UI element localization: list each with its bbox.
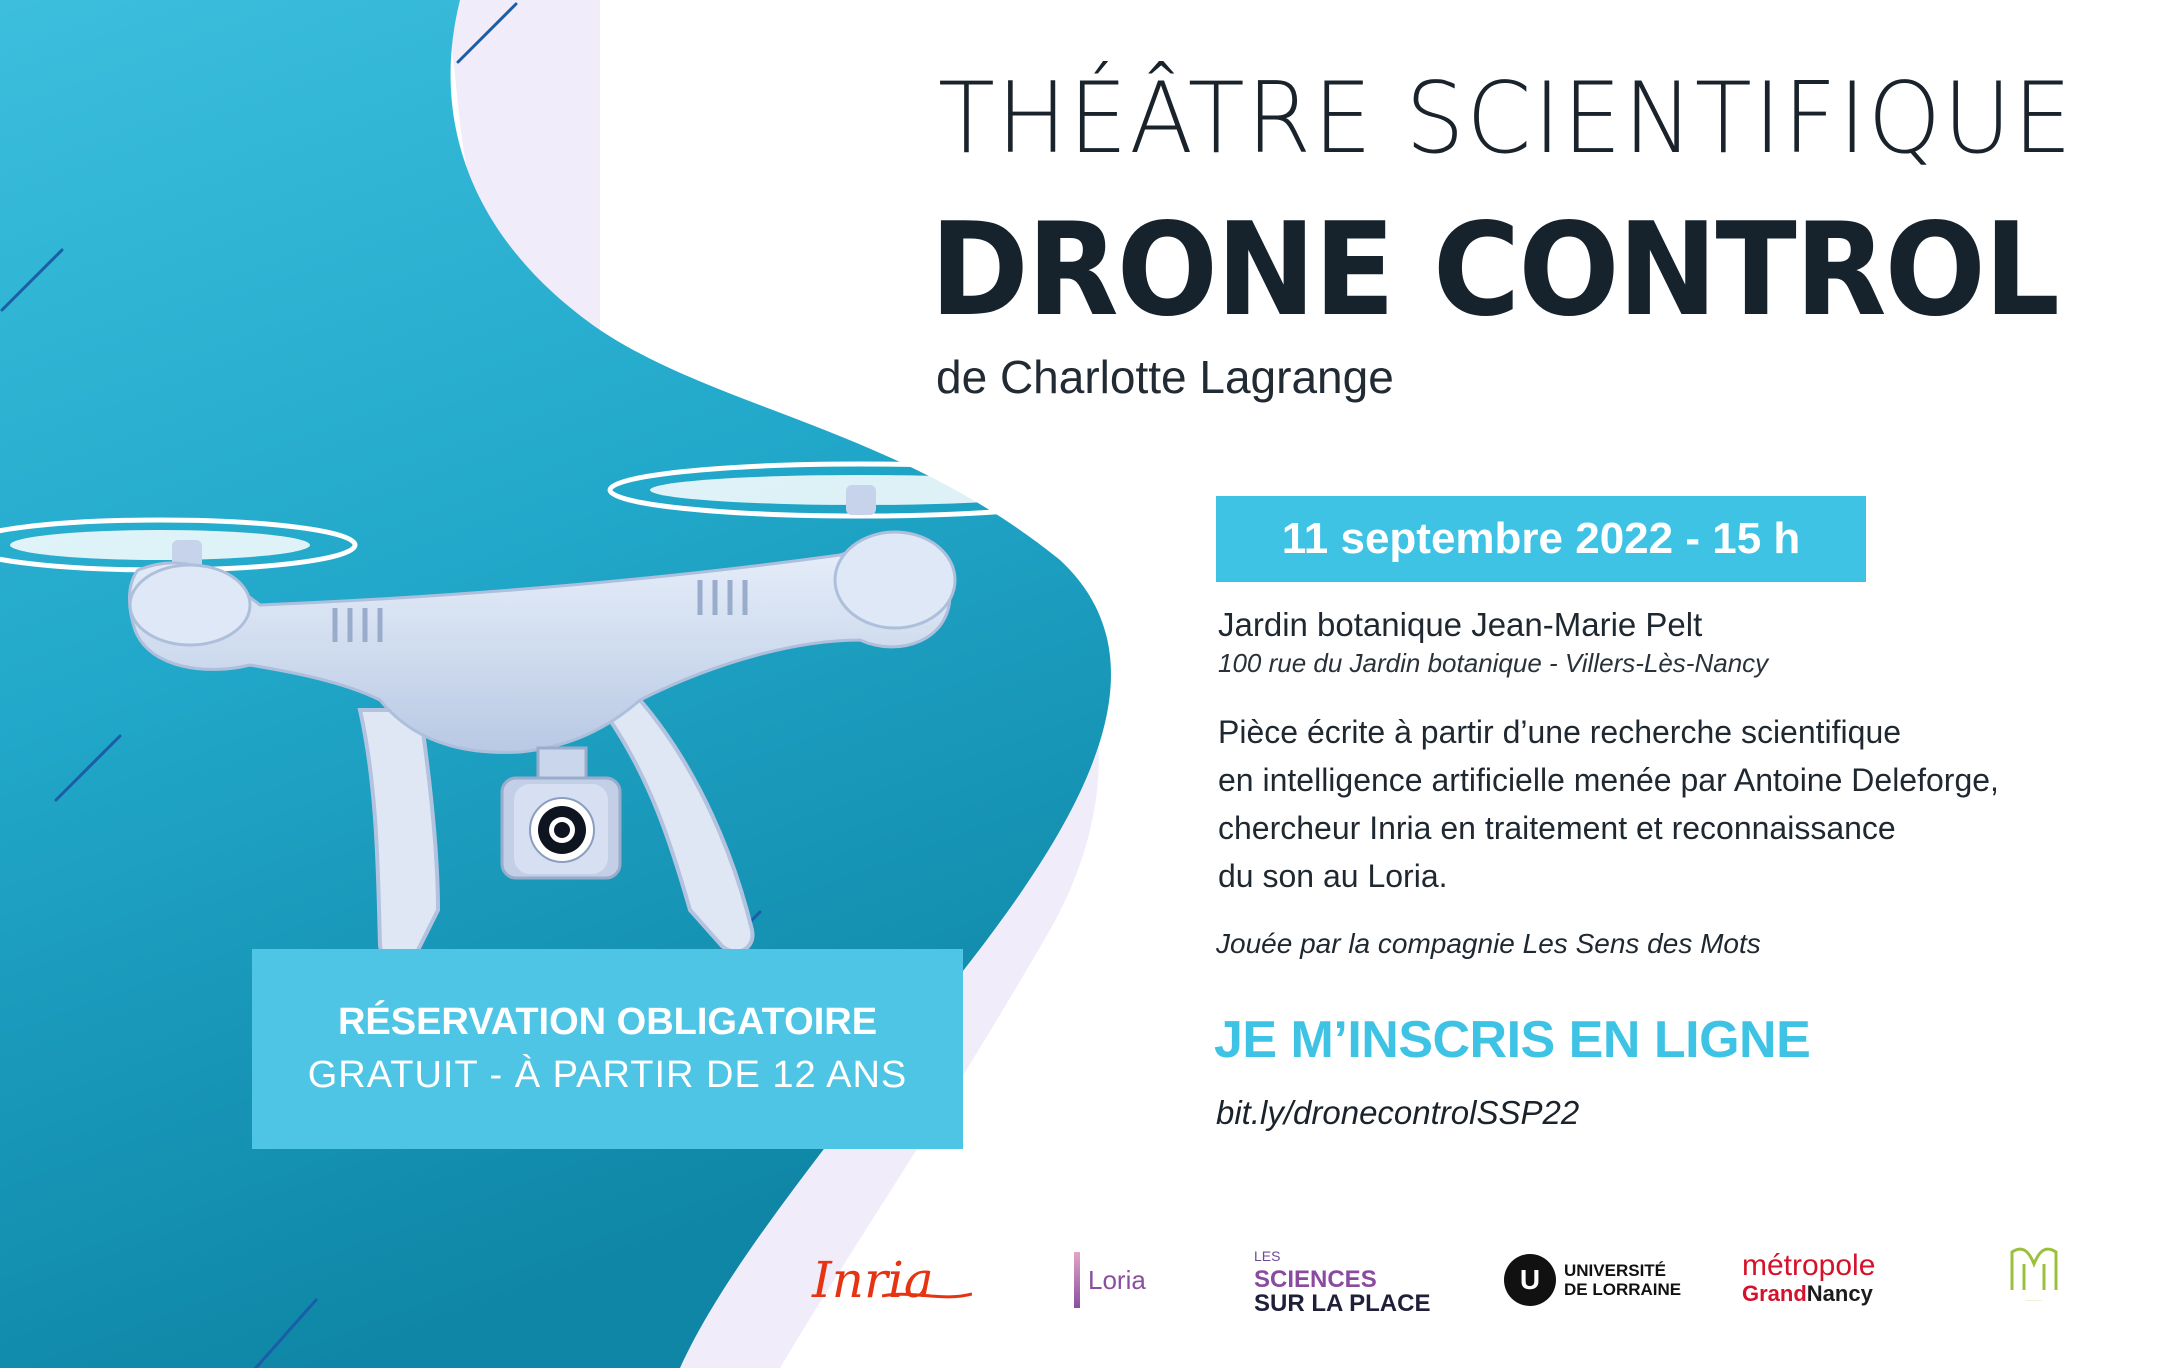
ul-line2: DE LORRAINE	[1564, 1280, 1682, 1299]
loria-logo	[1074, 1240, 1146, 1320]
date-badge	[1216, 496, 1866, 582]
description-line: du son au Loria.	[1218, 858, 1448, 894]
description-line: Pièce écrite à partir d’une recherche scientifique	[1218, 714, 1902, 750]
registration-link[interactable]: bit.ly/dronecontrolSSP22	[1216, 1094, 1580, 1131]
category-heading: THÉÂTRE SCIENTIFIQUE	[938, 62, 2074, 176]
metropole-grand-nancy-logo	[1742, 1240, 1875, 1320]
jardin-botanique-icon	[2004, 1240, 2064, 1296]
metro-grand: Grand	[1742, 1281, 1807, 1306]
loria-bar-icon	[1074, 1252, 1080, 1308]
reservation-required: RÉSERVATION OBLIGATOIRE	[337, 1001, 878, 1043]
register-online-cta[interactable]: JE M’INSCRIS EN LIGNE	[1214, 1011, 1811, 1069]
ssp-top: LES	[1254, 1248, 1281, 1264]
ul-circle-icon: U	[1504, 1254, 1556, 1306]
jardin-botanique-fine-text-icon: ········	[2026, 1298, 2042, 1304]
ul-line1: UNIVERSITÉ	[1564, 1261, 1667, 1280]
show-title: DRONE CONTROL	[930, 196, 2058, 345]
inria-wordmark: Inria	[812, 1251, 934, 1309]
sciences-sur-la-place-logo	[1254, 1240, 1430, 1320]
inria-swash-icon	[882, 1290, 972, 1302]
description-line: en intelligence artificielle menée par Antoine Deleforge,	[1218, 762, 1999, 798]
metro-nancy: Nancy	[1806, 1281, 1873, 1306]
description-line: chercheur Inria en traitement et reconnaissance	[1218, 810, 1896, 846]
metro-line2	[1742, 1280, 1873, 1308]
reservation-box	[252, 949, 963, 1149]
venue-address: 100 rue du Jardin botanique - Villers-Lès-Nancy	[1218, 648, 1769, 678]
inria-logo	[812, 1240, 934, 1320]
ssp-mid: SCIENCES	[1254, 1266, 1377, 1293]
metro-line1: métropole	[1742, 1249, 1876, 1282]
jardin-botanique-logo	[2004, 1240, 2064, 1320]
loria-wordmark: Loria	[1088, 1264, 1146, 1295]
universite-lorraine-logo	[1504, 1240, 1681, 1320]
ssp-bottom: SUR LA PLACE	[1254, 1290, 1431, 1317]
free-age-limit: GRATUIT - À PARTIR DE 12 ANS	[307, 1054, 908, 1096]
author-line: de Charlotte Lagrange	[936, 351, 1394, 403]
date-text: 11 septembre 2022 - 15 h	[1281, 514, 1801, 563]
description	[1218, 708, 1999, 900]
company-credit: Jouée par la compagnie Les Sens des Mots	[1216, 928, 1761, 959]
venue-name: Jardin botanique Jean-Marie Pelt	[1218, 606, 1703, 643]
